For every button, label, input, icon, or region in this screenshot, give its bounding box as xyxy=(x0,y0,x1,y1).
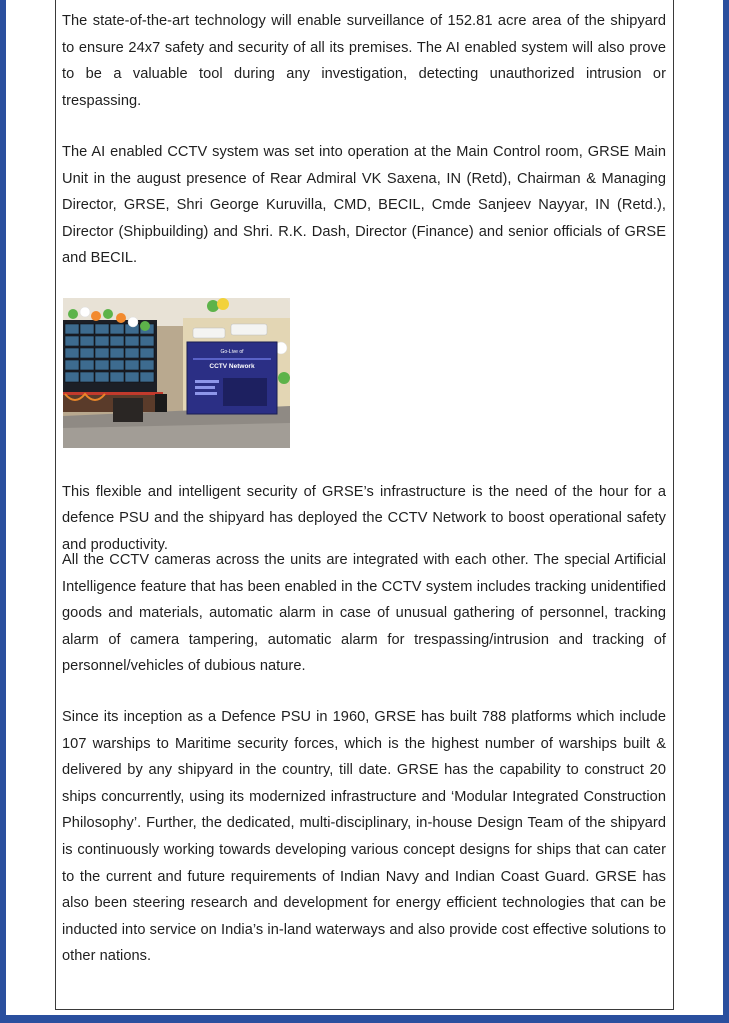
paragraph-surveillance: The state-of-the-art technology will enable surveillance of 152.81 acre area of the shipyard to ensure 24x7 safety and security of all its premises. The AI enabled system will also prove to be a valuable tool during any investigation, detecting unauthorized intrusion or trespassing. xyxy=(62,13,666,109)
paragraph-infrastructure: This flexible and intelligent security of GRSE’s infrastructure is the need of the hour for a defence PSU and the shipyard has deployed the CCTV Network to boost operational safety and productivity. xyxy=(62,484,666,553)
page-frame-left xyxy=(0,0,6,1023)
control-room-photo xyxy=(63,298,290,448)
page-frame-right xyxy=(723,0,729,1023)
banner-line-2: CCTV Network xyxy=(209,363,255,370)
paragraph-ai-features: All the CCTV cameras across the units are integrated with each other. The special Artificial Intelligence feature that has been enabled in the CCTV system includes tracking unidentified goods and materials, automatic alarm in case of unusual gathering of personnel, tracking alarm of camera tampering, automatic alarm for trespassing/intrusion and tracking of personnel/vehicles of dubious nature. xyxy=(62,552,666,675)
page-frame-bottom xyxy=(0,1015,729,1023)
control-room-illustration xyxy=(63,298,290,448)
paragraph-inauguration: The AI enabled CCTV system was set into operation at the Main Control room, GRSE Main Unit in the august presence of Rear Admiral VK Saxena, IN (Retd), Chairman & Managing Director, GRSE, Shri George Kuruvilla, CMD, BECIL, Cmde Sanjeev Nayyar, IN (Retd.), Director (Shipbuilding) and Shri. R.K. Dash, Director (Finance) and senior officials of GRSE and BECIL. xyxy=(62,144,666,267)
paragraph-grse-history: Since its inception as a Defence PSU in 1960, GRSE has built 788 platforms which include 107 warships to Maritime security forces, which is the highest number of warships built & delivered by any shipyard in the country, till date. GRSE has the capability to construct 20 ships concurrently, using its modernized infrastructure and ‘Modular Integrated Construction Philosophy’. Further, the dedicated, multi-disciplinary, in-house Design Team of the shipyard is continuously working towards developing various concept designs for ships that can cater to the current and future requirements of Indian Navy and Indian Coast Guard. GRSE has also been steering research and development for energy efficient technologies that can be inducted into service on India’s in-land waterways and also provide cost effective solutions to other nations. xyxy=(62,709,666,965)
banner-line-1: Go-Live of xyxy=(220,349,244,355)
